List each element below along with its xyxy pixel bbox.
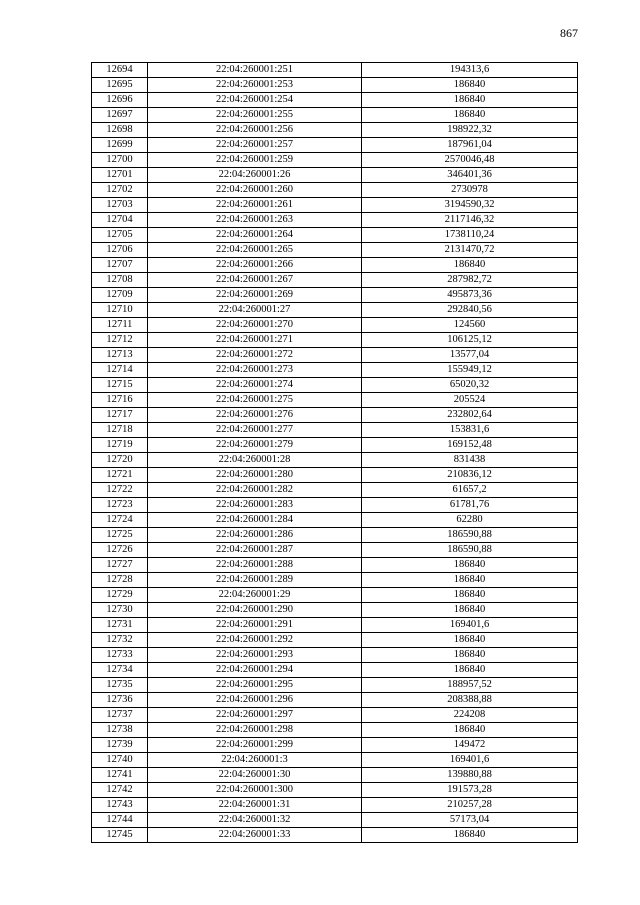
table-row: [92, 108, 578, 123]
cadastral-value-cell: 106125,12: [362, 333, 578, 348]
cadastral-number-cell: 22:04:260001:28: [148, 453, 362, 468]
table-row: [92, 723, 578, 738]
row-number-cell: 12705: [92, 228, 148, 243]
cadastral-value-cell: 65020,32: [362, 378, 578, 393]
table-row: [92, 93, 578, 108]
row-number-cell: 12714: [92, 363, 148, 378]
table-row: [92, 288, 578, 303]
cadastral-value-cell: 208388,88: [362, 693, 578, 708]
cadastral-number-cell: 22:04:260001:32: [148, 813, 362, 828]
cadastral-value-cell: 61657,2: [362, 483, 578, 498]
cadastral-number-cell: 22:04:260001:29: [148, 588, 362, 603]
cadastral-number-cell: 22:04:260001:254: [148, 93, 362, 108]
cadastral-number-cell: 22:04:260001:273: [148, 363, 362, 378]
cadastral-value-cell: 169401,6: [362, 753, 578, 768]
row-number-cell: 12697: [92, 108, 148, 123]
cadastral-value-cell: 188957,52: [362, 678, 578, 693]
row-number-cell: 12733: [92, 648, 148, 663]
cadastral-value-cell: 194313,6: [362, 63, 578, 78]
table-row: [92, 393, 578, 408]
cadastral-number-cell: 22:04:260001:283: [148, 498, 362, 513]
cadastral-value-cell: 210257,28: [362, 798, 578, 813]
row-number-cell: 12729: [92, 588, 148, 603]
table-row: [92, 183, 578, 198]
table-row: [92, 753, 578, 768]
cadastral-number-cell: 22:04:260001:266: [148, 258, 362, 273]
cadastral-value-cell: 205524: [362, 393, 578, 408]
row-number-cell: 12719: [92, 438, 148, 453]
row-number-cell: 12724: [92, 513, 148, 528]
table-row: [92, 453, 578, 468]
cadastral-value-cell: 124560: [362, 318, 578, 333]
cadastral-value-cell: 139880,88: [362, 768, 578, 783]
row-number-cell: 12737: [92, 708, 148, 723]
cadastral-number-cell: 22:04:260001:3: [148, 753, 362, 768]
table-row: [92, 438, 578, 453]
cadastral-value-cell: 287982,72: [362, 273, 578, 288]
row-number-cell: 12715: [92, 378, 148, 393]
row-number-cell: 12735: [92, 678, 148, 693]
cadastral-value-cell: 186590,88: [362, 528, 578, 543]
registry-table-body: [92, 63, 578, 843]
table-row: [92, 678, 578, 693]
table-row: [92, 348, 578, 363]
row-number-cell: 12732: [92, 633, 148, 648]
cadastral-number-cell: 22:04:260001:26: [148, 168, 362, 183]
table-row: [92, 243, 578, 258]
table-row: [92, 153, 578, 168]
cadastral-number-cell: 22:04:260001:291: [148, 618, 362, 633]
cadastral-number-cell: 22:04:260001:292: [148, 633, 362, 648]
cadastral-number-cell: 22:04:260001:260: [148, 183, 362, 198]
cadastral-number-cell: 22:04:260001:271: [148, 333, 362, 348]
cadastral-value-cell: 292840,56: [362, 303, 578, 318]
cadastral-number-cell: 22:04:260001:253: [148, 78, 362, 93]
row-number-cell: 12721: [92, 468, 148, 483]
row-number-cell: 12743: [92, 798, 148, 813]
cadastral-number-cell: 22:04:260001:272: [148, 348, 362, 363]
table-row: [92, 663, 578, 678]
table-row: [92, 633, 578, 648]
row-number-cell: 12725: [92, 528, 148, 543]
row-number-cell: 12709: [92, 288, 148, 303]
table-row: [92, 258, 578, 273]
cadastral-number-cell: 22:04:260001:294: [148, 663, 362, 678]
table-row: [92, 738, 578, 753]
cadastral-value-cell: 2117146,32: [362, 213, 578, 228]
cadastral-value-cell: 186840: [362, 573, 578, 588]
cadastral-value-cell: 13577,04: [362, 348, 578, 363]
cadastral-number-cell: 22:04:260001:264: [148, 228, 362, 243]
table-row: [92, 198, 578, 213]
cadastral-value-cell: 186840: [362, 558, 578, 573]
cadastral-number-cell: 22:04:260001:251: [148, 63, 362, 78]
cadastral-number-cell: 22:04:260001:276: [148, 408, 362, 423]
table-row: [92, 303, 578, 318]
table-row: [92, 378, 578, 393]
table-row: [92, 123, 578, 138]
row-number-cell: 12742: [92, 783, 148, 798]
table-row: [92, 498, 578, 513]
row-number-cell: 12711: [92, 318, 148, 333]
cadastral-value-cell: 61781,76: [362, 498, 578, 513]
row-number-cell: 12745: [92, 828, 148, 843]
row-number-cell: 12696: [92, 93, 148, 108]
table-row: [92, 513, 578, 528]
cadastral-number-cell: 22:04:260001:31: [148, 798, 362, 813]
table-row: [92, 63, 578, 78]
cadastral-number-cell: 22:04:260001:287: [148, 543, 362, 558]
cadastral-number-cell: 22:04:260001:289: [148, 573, 362, 588]
cadastral-number-cell: 22:04:260001:296: [148, 693, 362, 708]
cadastral-value-cell: 186840: [362, 258, 578, 273]
cadastral-number-cell: 22:04:260001:288: [148, 558, 362, 573]
row-number-cell: 12727: [92, 558, 148, 573]
cadastral-value-cell: 186840: [362, 633, 578, 648]
table-row: [92, 213, 578, 228]
cadastral-value-cell: 1738110,24: [362, 228, 578, 243]
cadastral-number-cell: 22:04:260001:269: [148, 288, 362, 303]
row-number-cell: 12722: [92, 483, 148, 498]
cadastral-number-cell: 22:04:260001:259: [148, 153, 362, 168]
cadastral-value-cell: 186840: [362, 78, 578, 93]
cadastral-value-cell: 210836,12: [362, 468, 578, 483]
cadastral-number-cell: 22:04:260001:27: [148, 303, 362, 318]
row-number-cell: 12731: [92, 618, 148, 633]
cadastral-number-cell: 22:04:260001:295: [148, 678, 362, 693]
row-number-cell: 12738: [92, 723, 148, 738]
row-number-cell: 12701: [92, 168, 148, 183]
cadastral-number-cell: 22:04:260001:277: [148, 423, 362, 438]
cadastral-number-cell: 22:04:260001:257: [148, 138, 362, 153]
cadastral-number-cell: 22:04:260001:255: [148, 108, 362, 123]
cadastral-value-cell: 57173,04: [362, 813, 578, 828]
cadastral-number-cell: 22:04:260001:284: [148, 513, 362, 528]
row-number-cell: 12710: [92, 303, 148, 318]
table-row: [92, 708, 578, 723]
table-row: [92, 318, 578, 333]
row-number-cell: 12734: [92, 663, 148, 678]
cadastral-value-cell: 191573,28: [362, 783, 578, 798]
row-number-cell: 12694: [92, 63, 148, 78]
table-row: [92, 483, 578, 498]
row-number-cell: 12720: [92, 453, 148, 468]
cadastral-number-cell: 22:04:260001:256: [148, 123, 362, 138]
table-row: [92, 333, 578, 348]
cadastral-number-cell: 22:04:260001:279: [148, 438, 362, 453]
table-row: [92, 468, 578, 483]
cadastral-value-cell: 186840: [362, 108, 578, 123]
table-row: [92, 138, 578, 153]
cadastral-value-cell: 155949,12: [362, 363, 578, 378]
table-row: [92, 693, 578, 708]
table-row: [92, 558, 578, 573]
table-row: [92, 78, 578, 93]
row-number-cell: 12723: [92, 498, 148, 513]
cadastral-number-cell: 22:04:260001:298: [148, 723, 362, 738]
row-number-cell: 12741: [92, 768, 148, 783]
cadastral-number-cell: 22:04:260001:263: [148, 213, 362, 228]
row-number-cell: 12740: [92, 753, 148, 768]
table-row: [92, 408, 578, 423]
table-row: [92, 828, 578, 843]
row-number-cell: 12713: [92, 348, 148, 363]
table-row: [92, 573, 578, 588]
cadastral-number-cell: 22:04:260001:274: [148, 378, 362, 393]
cadastral-number-cell: 22:04:260001:33: [148, 828, 362, 843]
cadastral-value-cell: 186840: [362, 828, 578, 843]
table-row: [92, 168, 578, 183]
table-row: [92, 783, 578, 798]
cadastral-value-cell: 186590,88: [362, 543, 578, 558]
page-number: 867: [560, 26, 578, 40]
cadastral-value-cell: 2730978: [362, 183, 578, 198]
row-number-cell: 12728: [92, 573, 148, 588]
cadastral-number-cell: 22:04:260001:282: [148, 483, 362, 498]
cadastral-value-cell: 831438: [362, 453, 578, 468]
cadastral-number-cell: 22:04:260001:293: [148, 648, 362, 663]
table-row: [92, 798, 578, 813]
cadastral-number-cell: 22:04:260001:30: [148, 768, 362, 783]
table-row: [92, 273, 578, 288]
cadastral-number-cell: 22:04:260001:286: [148, 528, 362, 543]
cadastral-number-cell: 22:04:260001:270: [148, 318, 362, 333]
table-row: [92, 543, 578, 558]
cadastral-value-cell: 224208: [362, 708, 578, 723]
row-number-cell: 12726: [92, 543, 148, 558]
cadastral-number-cell: 22:04:260001:280: [148, 468, 362, 483]
table-row: [92, 648, 578, 663]
row-number-cell: 12712: [92, 333, 148, 348]
registry-table: [91, 62, 578, 843]
row-number-cell: 12708: [92, 273, 148, 288]
row-number-cell: 12736: [92, 693, 148, 708]
cadastral-number-cell: 22:04:260001:275: [148, 393, 362, 408]
row-number-cell: 12703: [92, 198, 148, 213]
cadastral-value-cell: 186840: [362, 663, 578, 678]
table-row: [92, 228, 578, 243]
cadastral-number-cell: 22:04:260001:297: [148, 708, 362, 723]
cadastral-value-cell: 346401,36: [362, 168, 578, 183]
cadastral-value-cell: 198922,32: [362, 123, 578, 138]
cadastral-value-cell: 186840: [362, 603, 578, 618]
row-number-cell: 12695: [92, 78, 148, 93]
cadastral-value-cell: 153831,6: [362, 423, 578, 438]
cadastral-value-cell: 149472: [362, 738, 578, 753]
table-row: [92, 528, 578, 543]
cadastral-number-cell: 22:04:260001:299: [148, 738, 362, 753]
row-number-cell: 12698: [92, 123, 148, 138]
row-number-cell: 12704: [92, 213, 148, 228]
cadastral-value-cell: 3194590,32: [362, 198, 578, 213]
table-row: [92, 588, 578, 603]
row-number-cell: 12706: [92, 243, 148, 258]
row-number-cell: 12717: [92, 408, 148, 423]
cadastral-value-cell: 2131470,72: [362, 243, 578, 258]
cadastral-number-cell: 22:04:260001:265: [148, 243, 362, 258]
table-row: [92, 768, 578, 783]
cadastral-value-cell: 62280: [362, 513, 578, 528]
cadastral-value-cell: 186840: [362, 93, 578, 108]
table-row: [92, 618, 578, 633]
cadastral-value-cell: 187961,04: [362, 138, 578, 153]
row-number-cell: 12702: [92, 183, 148, 198]
row-number-cell: 12699: [92, 138, 148, 153]
cadastral-value-cell: 232802,64: [362, 408, 578, 423]
cadastral-value-cell: 186840: [362, 648, 578, 663]
table-row: [92, 813, 578, 828]
row-number-cell: 12739: [92, 738, 148, 753]
table-row: [92, 603, 578, 618]
cadastral-value-cell: 495873,36: [362, 288, 578, 303]
cadastral-number-cell: 22:04:260001:267: [148, 273, 362, 288]
cadastral-value-cell: 169401,6: [362, 618, 578, 633]
row-number-cell: 12716: [92, 393, 148, 408]
cadastral-value-cell: 186840: [362, 723, 578, 738]
row-number-cell: 12700: [92, 153, 148, 168]
cadastral-number-cell: 22:04:260001:261: [148, 198, 362, 213]
cadastral-value-cell: 2570046,48: [362, 153, 578, 168]
cadastral-value-cell: 186840: [362, 588, 578, 603]
row-number-cell: 12744: [92, 813, 148, 828]
table-row: [92, 423, 578, 438]
table-row: [92, 363, 578, 378]
row-number-cell: 12730: [92, 603, 148, 618]
cadastral-number-cell: 22:04:260001:300: [148, 783, 362, 798]
cadastral-number-cell: 22:04:260001:290: [148, 603, 362, 618]
row-number-cell: 12707: [92, 258, 148, 273]
cadastral-value-cell: 169152,48: [362, 438, 578, 453]
row-number-cell: 12718: [92, 423, 148, 438]
